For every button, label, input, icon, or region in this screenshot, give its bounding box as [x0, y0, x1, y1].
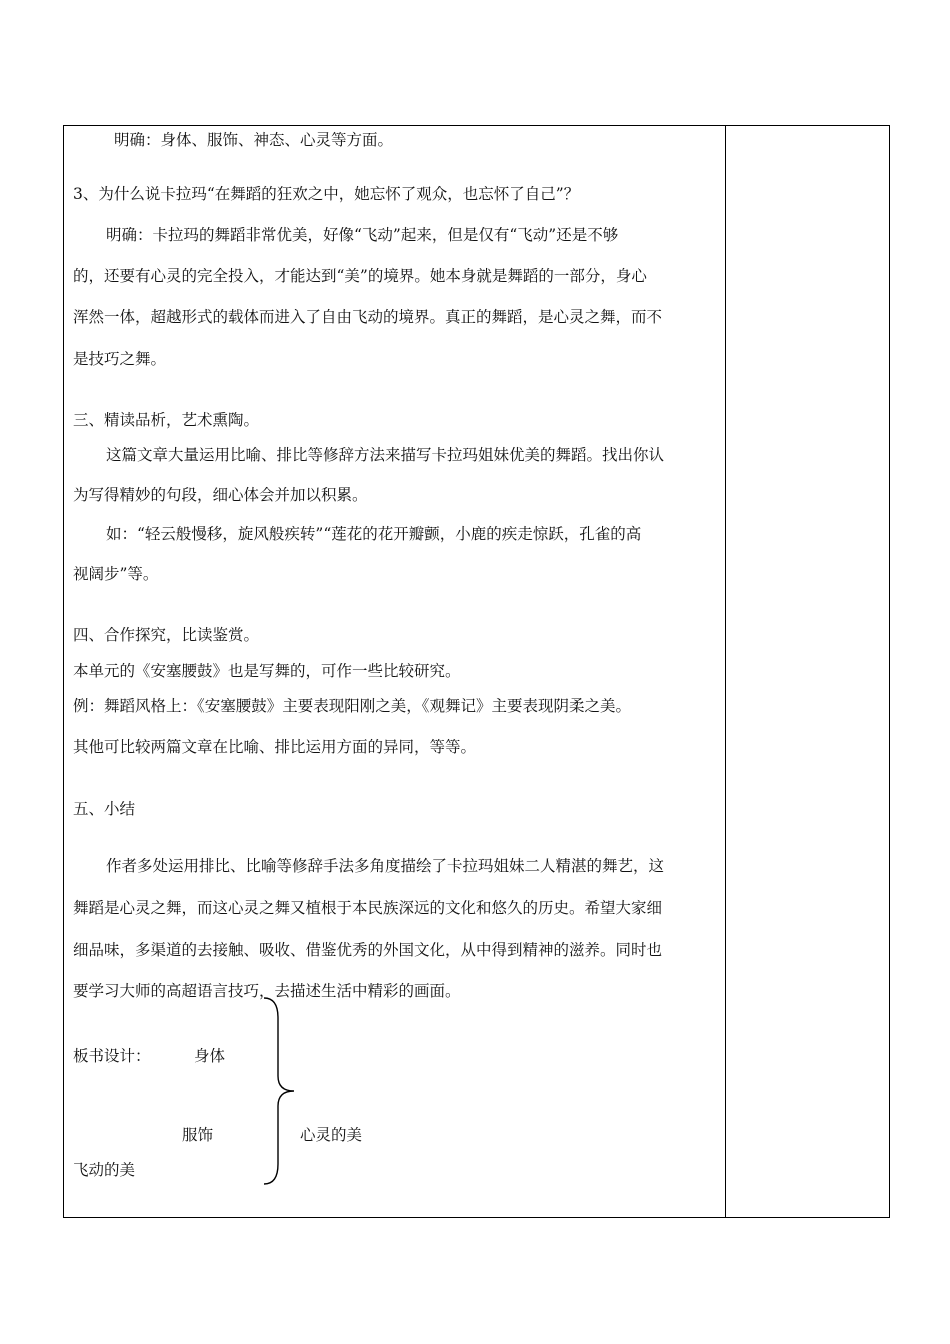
text-line: 视阔步”等。: [73, 565, 159, 583]
board-result: 心灵的美: [300, 1126, 363, 1144]
text-line: 明确：卡拉玛的舞蹈非常优美，好像“飞动”起来，但是仅有“飞动”还是不够: [106, 226, 619, 244]
text-line: 其他可比较两篇文章在比喻、排比运用方面的异同，等等。: [73, 738, 477, 756]
section-heading-4: 四、合作探究，比读鉴赏。: [73, 626, 260, 644]
text-line: 浑然一体，超越形式的载体而进入了自由飞动的境界。真正的舞蹈，是心灵之舞，而不: [73, 308, 663, 326]
text-line: 这篇文章大量运用比喻、排比等修辞方法来描写卡拉玛姐妹优美的舞蹈。找出你认: [106, 446, 665, 464]
text-line: 为写得精妙的句段，细心体会并加以积累。: [73, 486, 368, 504]
text-line: 明确：身体、服饰、神态、心灵等方面。: [114, 131, 394, 149]
board-item-flying: 飞动的美: [73, 1161, 136, 1179]
board-item-body: 身体: [194, 1047, 226, 1065]
text-line: 细品味，多渠道的去接触、吸收、借鉴优秀的外国文化，从中得到精神的滋养。同时也: [73, 941, 663, 959]
text-line: 作者多处运用排比、比喻等修辞手法多角度描绘了卡拉玛姐妹二人精湛的舞艺，这: [106, 857, 665, 875]
text-line: 舞蹈是心灵之舞，而这心灵之舞又植根于本民族深远的文化和悠久的历史。希望大家细: [73, 899, 663, 917]
text-line: 要学习大师的高超语言技巧，去描述生活中精彩的画面。: [73, 982, 461, 1000]
section-heading-3: 三、精读品析，艺术熏陶。: [73, 411, 260, 429]
board-design-label: 板书设计：: [73, 1047, 151, 1065]
text-line: 例：舞蹈风格上：《安塞腰鼓》主要表现阳刚之美，《观舞记》主要表现阴柔之美。: [73, 697, 632, 715]
notes-column: [726, 126, 889, 1217]
text-line: 如：“轻云般慢移，旋风般疾转”“莲花的花开瓣颤，小鹿的疾走惊跃，孔雀的高: [106, 525, 642, 543]
lesson-table: [63, 125, 890, 1218]
section-heading-5: 五、小结: [73, 800, 136, 818]
question-3: 3、为什么说卡拉玛“在舞蹈的狂欢之中，她忘怀了观众，也忘怀了自己”？: [73, 185, 580, 203]
board-item-clothing: 服饰: [182, 1126, 214, 1144]
text-line: 本单元的《安塞腰鼓》也是写舞的，可作一些比较研究。: [73, 662, 461, 680]
curly-brace-icon: [264, 996, 304, 1186]
text-line: 的，还要有心灵的完全投入，才能达到“美”的境界。她本身就是舞蹈的一部分，身心: [73, 267, 647, 285]
text-line: 是技巧之舞。: [73, 350, 167, 368]
